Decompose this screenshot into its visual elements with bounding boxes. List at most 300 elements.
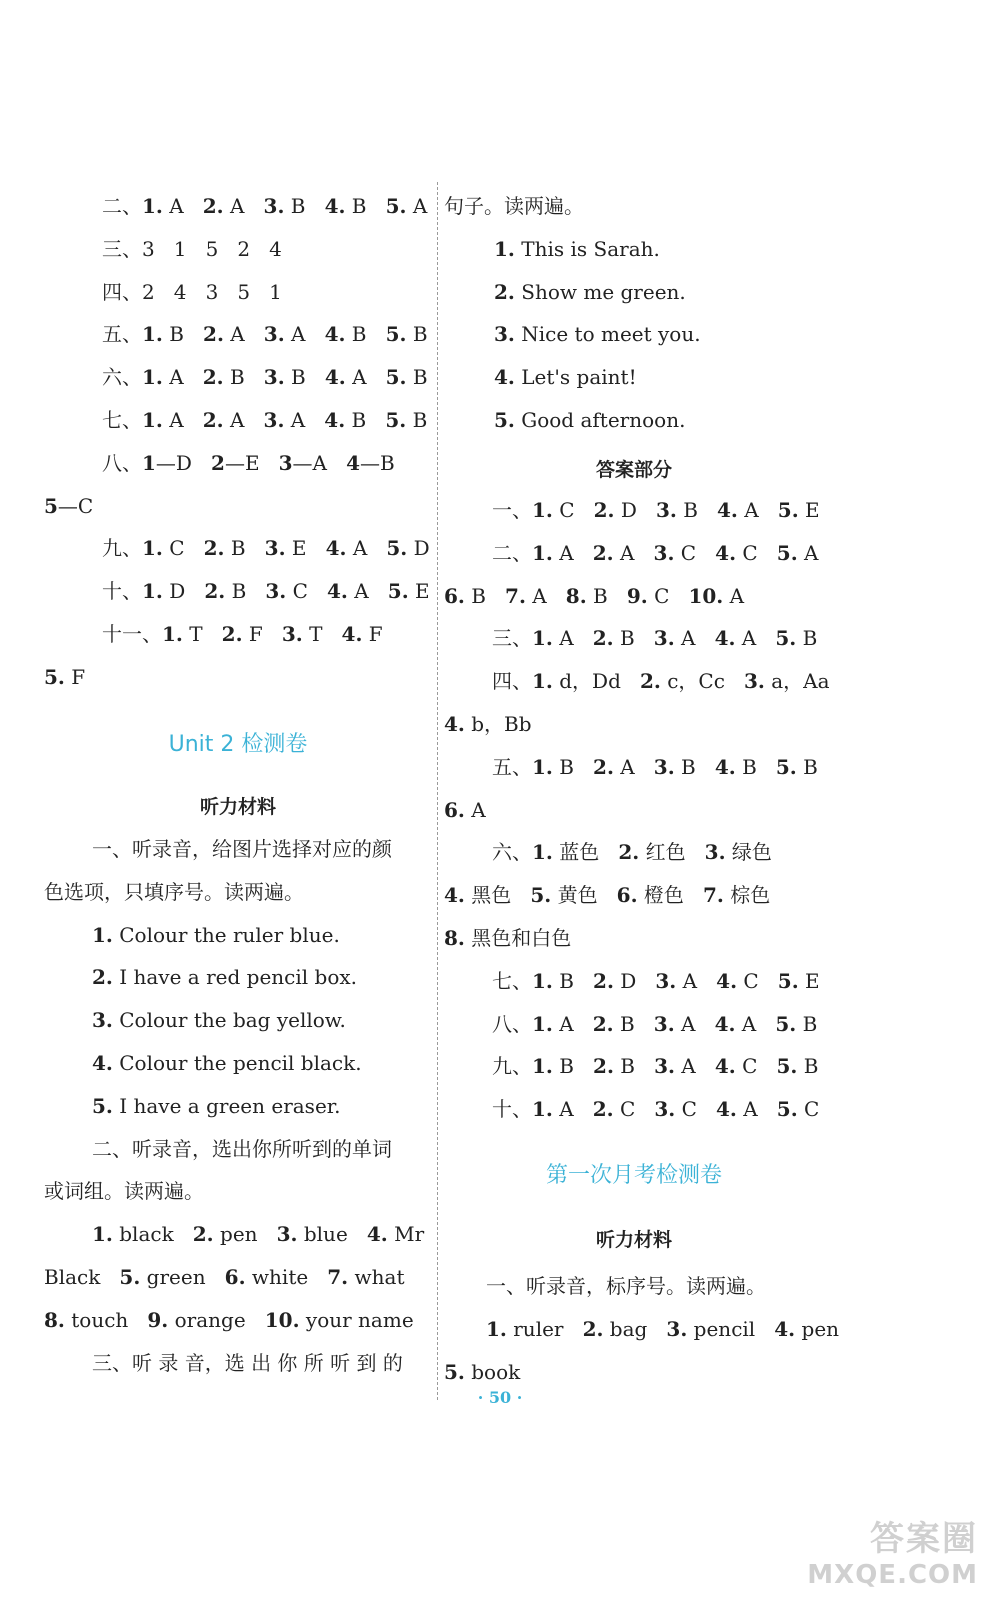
line-text: D (613, 968, 656, 993)
item-number: 2. (592, 626, 614, 651)
line-text: I have a red pencil box. (112, 965, 357, 990)
line-text: A (613, 540, 654, 565)
line-text: E (285, 536, 326, 561)
line-text: B (613, 626, 654, 651)
item-number: 1. (486, 1316, 507, 1341)
text-line (92, 1350, 403, 1376)
item-number: 5. (44, 664, 65, 689)
item-number: 3. (264, 536, 286, 561)
item-number: 3. (704, 840, 726, 865)
text-line (102, 621, 383, 647)
item-number: 8. (44, 1307, 65, 1332)
item-number: 1. (532, 754, 553, 779)
item-number: 2. (202, 365, 224, 390)
text-line (494, 321, 701, 347)
item-number: 4. (366, 1222, 388, 1247)
item-number: 3. (653, 754, 675, 779)
line-text: Colour the bag yellow. (112, 1008, 346, 1033)
line-text: 四、 (492, 669, 532, 694)
item-number: 2. (203, 536, 225, 561)
line-text: A (406, 194, 428, 218)
text-line (102, 364, 428, 390)
line-text: B (284, 194, 325, 218)
line-text: 一、 (492, 498, 532, 522)
item-number: 1. (532, 1054, 553, 1079)
line-text: —A (292, 450, 347, 475)
line-text: C (162, 536, 204, 561)
line-text: 橙色 (637, 883, 703, 908)
line-text: B (225, 579, 266, 604)
line-text: 红色 (639, 840, 705, 865)
line-text: A (223, 322, 264, 347)
text-line (44, 1264, 404, 1290)
section-title: Unit 2 检测卷 (168, 732, 308, 757)
item-number: 5. (776, 1097, 798, 1122)
item-number: 4. (714, 1054, 736, 1079)
line-text: E (798, 968, 820, 993)
line-text: A (162, 365, 203, 390)
line-text: bag (603, 1316, 667, 1341)
text-line (486, 1273, 766, 1299)
text-line (92, 922, 340, 948)
item-number: 10. (688, 583, 724, 608)
line-text: pen (795, 1316, 840, 1341)
text-line (102, 407, 427, 433)
line-text: 黑色和白色 (464, 926, 572, 950)
item-number: 2. (593, 968, 614, 993)
item-number: 2. (204, 579, 226, 604)
line-text: B (284, 365, 325, 390)
line-text: 黄色 (551, 883, 617, 908)
line-text: C (552, 498, 594, 522)
line-text: —D (155, 450, 212, 475)
item-number: 1. (532, 540, 553, 565)
text-line (444, 1359, 520, 1385)
item-number: 4. (324, 408, 346, 432)
item-number: 2. (202, 408, 224, 432)
text-line (102, 321, 428, 347)
line-text: touch (64, 1307, 148, 1332)
line-text: F (242, 622, 282, 646)
line-text: 三、3 1 5 2 4 (102, 236, 282, 261)
line-text: 九、 (102, 536, 142, 561)
item-number: 2. (593, 498, 615, 522)
item-number: 3 (278, 450, 293, 475)
line-text: A (346, 536, 387, 561)
line-text: T (182, 622, 222, 646)
line-text: C (613, 1097, 655, 1122)
item-number: 2. (494, 279, 515, 304)
line-text: 一、听录音，给图片选择对应的颜 (92, 837, 392, 861)
item-number: 3. (263, 408, 285, 432)
item-number: 3. (666, 1316, 688, 1341)
item-number: 4. (716, 968, 738, 993)
line-text: F (64, 664, 86, 689)
line-text: 二、 (492, 540, 532, 565)
item-number: 3. (263, 365, 285, 390)
item-number: 4. (715, 540, 737, 565)
column-divider (437, 182, 438, 1400)
item-number: 1. (142, 408, 163, 432)
line-text: C (286, 579, 328, 604)
line-text: Colour the ruler blue. (112, 922, 340, 947)
line-text: C (674, 540, 716, 565)
line-text: blue (297, 1222, 367, 1247)
line-text: B (406, 365, 428, 390)
text-line (92, 1007, 346, 1033)
item-number: 5. (119, 1265, 141, 1289)
line-text: D (407, 536, 430, 561)
item-number: 2. (593, 754, 614, 779)
item-number: 1. (532, 840, 553, 865)
item-number: 10. (264, 1307, 300, 1332)
section-subtitle: 听力材料 (595, 1229, 672, 1251)
item-number: 3. (281, 622, 303, 646)
line-text: B (224, 536, 265, 561)
item-number: 5. (777, 968, 799, 993)
item-number: 2. (582, 1316, 604, 1341)
text-line (92, 1093, 341, 1119)
item-number: 1. (532, 626, 553, 651)
text-line (444, 193, 584, 219)
line-text: B (613, 1054, 655, 1079)
line-text: C (797, 1097, 820, 1122)
line-text: B (223, 365, 264, 390)
line-text: 三、听 录 音，选 出 你 所 听 到 的 (92, 1350, 403, 1375)
line-text: B (345, 322, 386, 347)
line-text: B (406, 408, 428, 432)
item-number: 5. (444, 1359, 465, 1384)
item-number: 7. (327, 1265, 349, 1289)
line-text: A (162, 408, 203, 432)
line-text: B (406, 322, 428, 347)
line-text: C (735, 1054, 777, 1079)
line-text: green (140, 1265, 225, 1289)
line-text: C (736, 540, 777, 565)
item-number: 2. (221, 622, 243, 646)
line-text: C (737, 968, 778, 993)
line-text: Good afternoon. (514, 408, 686, 432)
text-line (92, 964, 357, 990)
text-line (44, 493, 93, 519)
item-number: 4. (714, 1011, 736, 1036)
text-line (444, 925, 571, 951)
item-number: 1. (142, 194, 163, 218)
text-line (492, 839, 772, 865)
watermark-en: MXQE.COM (807, 1560, 978, 1590)
line-text: 八、 (102, 450, 142, 475)
line-text: Black (44, 1265, 120, 1289)
item-number: 4. (494, 365, 515, 390)
line-text: A (552, 540, 593, 565)
text-line (492, 1096, 819, 1122)
line-text: book (464, 1359, 521, 1384)
line-text: A (674, 626, 715, 651)
item-number: 2 (211, 450, 225, 475)
item-number: 5. (385, 322, 407, 347)
line-text: black (112, 1222, 193, 1247)
line-text: A (674, 1011, 715, 1036)
text-line (444, 882, 770, 908)
line-text: 七、 (492, 968, 532, 993)
text-line (444, 583, 744, 609)
text-line (492, 754, 818, 780)
line-text: ruler (506, 1316, 583, 1341)
item-number: 3. (744, 669, 765, 694)
item-number: 8. (565, 583, 587, 608)
item-number: 1. (142, 579, 163, 604)
item-number: 6. (616, 883, 638, 908)
line-text: D (614, 498, 656, 522)
line-text: E (408, 579, 430, 604)
item-number: 6. (444, 797, 465, 822)
item-number: 7. (505, 583, 526, 608)
text-line (492, 968, 820, 994)
text-line (494, 364, 637, 390)
line-text: A (736, 1097, 777, 1122)
item-number: 1. (494, 236, 515, 261)
line-text: A (676, 968, 717, 993)
item-number: 5. (530, 883, 552, 908)
text-line (492, 497, 820, 523)
item-number: 3. (653, 540, 675, 565)
item-number: 4. (324, 365, 346, 390)
item-number: 3. (263, 322, 285, 347)
item-number: 4. (444, 883, 465, 908)
text-line (492, 1011, 817, 1037)
line-text: what (348, 1265, 405, 1289)
item-number: 3. (653, 626, 675, 651)
item-number: 9. (626, 583, 648, 608)
line-text: A (464, 797, 486, 822)
text-line (44, 1307, 414, 1333)
item-number: 2. (592, 1097, 614, 1122)
page-number: · 50 · (477, 1388, 523, 1407)
line-text: B (586, 583, 627, 608)
text-line (492, 1053, 818, 1079)
item-number: 5. (775, 754, 797, 779)
line-text: pen (213, 1222, 277, 1247)
line-text: c，Cc (660, 669, 744, 694)
line-text: F (362, 622, 383, 646)
line-text: T (302, 622, 342, 646)
section-subtitle: 听力材料 (199, 796, 276, 818)
item-number: 5. (92, 1093, 113, 1118)
line-text: B (735, 754, 776, 779)
line-text: This is Sarah. (514, 236, 660, 261)
item-number: 6. (224, 1265, 246, 1289)
line-text: A (723, 583, 745, 608)
text-line (492, 668, 830, 694)
line-text: 五、 (102, 322, 142, 347)
text-line (102, 279, 282, 305)
item-number: 4. (92, 1051, 113, 1075)
item-number: 1. (142, 536, 163, 561)
line-text: D (162, 579, 205, 604)
line-text: A (223, 194, 264, 218)
text-line (92, 836, 392, 862)
item-number: 4. (341, 622, 363, 646)
line-text: 四、2 4 3 5 1 (102, 279, 282, 304)
line-text: 棕色 (723, 883, 771, 908)
line-text: 一、听录音，标序号。读两遍。 (486, 1274, 766, 1298)
item-number: 5. (385, 408, 407, 432)
text-line (102, 236, 282, 262)
line-text: 十一、 (102, 622, 162, 646)
line-text: B (552, 754, 594, 779)
line-text: A (347, 579, 388, 604)
line-text: A (284, 322, 325, 347)
item-number: 4. (324, 322, 346, 347)
line-text: A (737, 498, 778, 522)
line-text: pencil (687, 1316, 775, 1341)
item-number: 2. (192, 1222, 214, 1247)
item-number: 5. (775, 1011, 797, 1036)
watermark-logo (807, 1511, 978, 1590)
line-text: 六、 (492, 840, 532, 865)
item-number: 4. (717, 498, 738, 522)
line-text: 蓝色 (552, 840, 619, 865)
text-line (92, 1050, 362, 1076)
item-number: 3. (654, 1097, 676, 1122)
line-text: A (735, 1011, 776, 1036)
item-number: 4. (324, 194, 346, 218)
line-text: 句子。读两遍。 (444, 194, 584, 218)
text-line (102, 578, 430, 604)
text-line (492, 625, 817, 651)
item-number: 5. (385, 194, 407, 218)
line-text: A (345, 365, 386, 390)
line-text: 五、 (492, 754, 532, 779)
line-text: 色选项，只填序号。读两遍。 (44, 879, 304, 904)
item-number: 2. (92, 965, 113, 990)
line-text: A (284, 408, 325, 432)
item-number: 3. (653, 1011, 675, 1036)
item-number: 3. (263, 194, 285, 218)
item-number: 4. (325, 536, 347, 561)
item-number: 4 (346, 450, 360, 475)
line-text: E (798, 498, 820, 522)
item-number: 8. (444, 926, 465, 950)
line-text: B (613, 1011, 654, 1036)
line-text: C (647, 583, 689, 608)
item-number: 2. (592, 540, 614, 565)
item-number: 5. (776, 540, 798, 565)
item-number: 1. (142, 322, 163, 347)
line-text: —C (57, 493, 94, 518)
line-text: 六、 (102, 365, 142, 390)
item-number: 1. (532, 498, 553, 522)
item-number: 4. (714, 626, 736, 651)
line-text: 绿色 (725, 840, 772, 865)
item-number: 1. (92, 922, 113, 947)
item-number: 2. (639, 669, 661, 694)
line-text: your name (299, 1307, 414, 1332)
item-number: 3. (494, 322, 515, 347)
item-number: 1. (532, 669, 553, 694)
line-text: Mr (387, 1222, 425, 1247)
item-number: 1. (532, 1011, 553, 1036)
line-text: B (345, 194, 386, 218)
item-number: 2. (593, 1054, 614, 1079)
line-text: B (345, 408, 386, 432)
line-text: —E (224, 450, 279, 475)
item-number: 4. (716, 1097, 737, 1122)
item-number: 3. (276, 1222, 298, 1247)
text-line (486, 1316, 839, 1342)
line-text: A (525, 583, 566, 608)
line-text: B (162, 322, 204, 347)
item-number: 3. (265, 579, 287, 604)
item-number: 5. (776, 1054, 798, 1079)
line-text: A (674, 1054, 715, 1079)
text-line (494, 236, 660, 262)
item-number: 2. (592, 1011, 614, 1036)
line-text: A (735, 626, 776, 651)
line-text: Show me green. (514, 279, 686, 304)
line-text: I have a green eraser. (112, 1093, 341, 1118)
line-text: orange (168, 1307, 265, 1332)
item-number: 7. (702, 883, 724, 908)
item-number: 4. (444, 712, 465, 736)
item-number: 3. (655, 968, 677, 993)
line-text: b，Bb (464, 712, 532, 736)
text-line (494, 279, 686, 305)
item-number: 4. (327, 579, 348, 604)
item-number: 4. (714, 754, 736, 779)
line-text: 二、听录音，选出你所听到的单词 (92, 1136, 392, 1161)
text-line (92, 1136, 392, 1162)
text-line (44, 664, 85, 690)
line-text: A (613, 754, 654, 779)
line-text: Colour the pencil black. (112, 1051, 362, 1075)
text-line (444, 797, 486, 823)
item-number: 9. (147, 1307, 169, 1332)
line-text: B (796, 626, 818, 651)
line-text: C (675, 1097, 717, 1122)
section-title: 第一次月考检测卷 (545, 1163, 722, 1188)
item-number: 5. (386, 536, 408, 561)
line-text: a，Aa (764, 669, 830, 694)
line-text: A (552, 626, 593, 651)
line-text: 七、 (102, 408, 142, 432)
text-line (102, 450, 395, 476)
line-text: B (552, 1054, 594, 1079)
line-text: B (464, 583, 506, 608)
line-text: A (223, 408, 264, 432)
line-text: B (797, 1054, 819, 1079)
line-text: B (676, 498, 718, 522)
line-text: white (245, 1265, 328, 1289)
item-number: 1. (92, 1222, 113, 1247)
item-number: 2. (202, 194, 224, 218)
item-number: 1. (142, 365, 163, 390)
line-text: B (796, 754, 818, 779)
text-line (44, 879, 304, 905)
line-text: A (552, 1011, 593, 1036)
text-line (92, 1221, 424, 1247)
item-number: 5. (387, 579, 409, 604)
line-text: 黑色 (464, 883, 531, 908)
item-number: 5. (777, 498, 799, 522)
item-number: 1. (532, 1097, 553, 1122)
line-text: 八、 (492, 1011, 532, 1036)
item-number: 5. (385, 365, 407, 390)
item-number: 3. (655, 498, 677, 522)
item-number: 4. (774, 1316, 796, 1341)
text-line (492, 540, 818, 566)
text-line (44, 1178, 204, 1204)
